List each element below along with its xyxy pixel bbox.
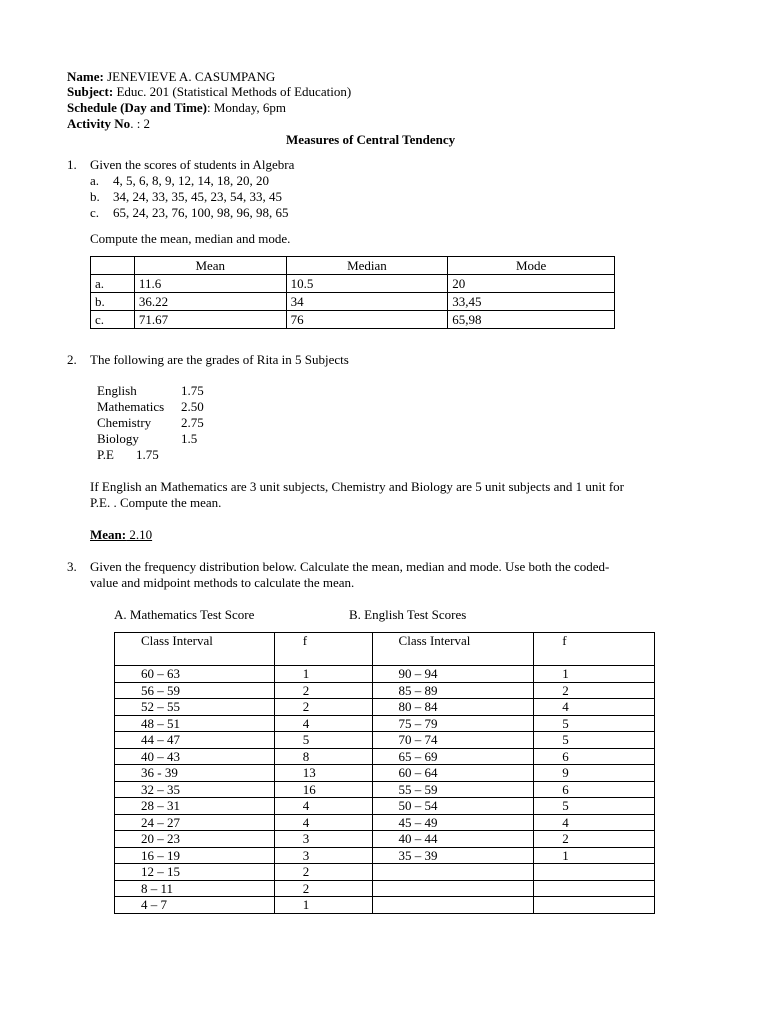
table-cell: 65 – 69 bbox=[372, 748, 534, 765]
table-cell: 2 bbox=[274, 880, 372, 897]
header-class-interval-b: Class Interval bbox=[372, 633, 534, 666]
table-row bbox=[115, 847, 655, 864]
table-row bbox=[115, 880, 655, 897]
table-row bbox=[115, 897, 655, 914]
table-cell: 32 – 35 bbox=[115, 781, 275, 798]
table-cell: 4 bbox=[274, 814, 372, 831]
table-cell: 40 – 44 bbox=[372, 831, 534, 848]
grade-value: 2.75 bbox=[181, 415, 204, 430]
table-cell: 20 – 23 bbox=[115, 831, 275, 848]
q1-item-a-letter: a. bbox=[90, 173, 100, 188]
mean-label: Mean: bbox=[90, 527, 127, 542]
q2-number: 2. bbox=[67, 352, 77, 367]
schedule-label: Schedule (Day and Time) bbox=[67, 100, 208, 115]
table-cell: 3 bbox=[274, 847, 372, 864]
table-cell bbox=[91, 257, 135, 275]
grade-subject: Biology bbox=[97, 431, 139, 446]
table-cell: 3 bbox=[274, 831, 372, 848]
table-cell: 4 – 7 bbox=[115, 897, 275, 914]
table-cell: 5 bbox=[534, 798, 655, 815]
table-cell: a. bbox=[91, 275, 135, 293]
table-cell: 8 bbox=[274, 748, 372, 765]
table-row bbox=[115, 732, 655, 749]
table-cell: 2 bbox=[534, 831, 655, 848]
grade-value: 1.75 bbox=[136, 447, 159, 462]
table-row bbox=[91, 293, 615, 311]
grade-value: 1.75 bbox=[181, 383, 204, 398]
table-cell: 28 – 31 bbox=[115, 798, 275, 815]
table-cell: 33,45 bbox=[448, 293, 615, 311]
table-cell: 5 bbox=[534, 715, 655, 732]
subject-value: Educ. 201 (Statistical Methods of Education) bbox=[113, 84, 352, 99]
table-cell: 65,98 bbox=[448, 311, 615, 329]
table-cell: 56 – 59 bbox=[115, 682, 275, 699]
table-header-mean: Mean bbox=[134, 257, 286, 275]
q3-text-line1: Given the frequency distribution below. Calculate the mean, median and mode. Use both the coded- bbox=[90, 559, 610, 574]
grade-subject: English bbox=[97, 383, 137, 398]
table-cell: 85 – 89 bbox=[372, 682, 534, 699]
table-cell: 4 bbox=[534, 699, 655, 716]
table-row bbox=[91, 275, 615, 293]
table-cell: 35 – 39 bbox=[372, 847, 534, 864]
table-cell: 1 bbox=[274, 666, 372, 683]
table-row bbox=[115, 781, 655, 798]
header-class-interval-a: Class Interval bbox=[115, 633, 275, 666]
table-cell: 16 – 19 bbox=[115, 847, 275, 864]
q1-item-b-text: 34, 24, 33, 35, 45, 23, 54, 33, 45 bbox=[113, 189, 282, 204]
activity-value: . : 2 bbox=[130, 116, 151, 131]
frequency-distribution-table bbox=[114, 632, 655, 914]
table-row bbox=[115, 831, 655, 848]
name-value: JENEVIEVE A. CASUMPANG bbox=[103, 69, 276, 84]
q1-item-c-text: 65, 24, 23, 76, 100, 98, 96, 98, 65 bbox=[113, 205, 289, 220]
table-cell: 4 bbox=[274, 798, 372, 815]
schedule-line bbox=[67, 100, 286, 116]
q1-instruction: Compute the mean, median and mode. bbox=[90, 231, 291, 246]
table-row bbox=[115, 666, 655, 683]
table-cell: 11.6 bbox=[134, 275, 286, 293]
grade-subject: P.E bbox=[97, 447, 114, 462]
table-cell: 2 bbox=[274, 864, 372, 881]
schedule-value: : Monday, 6pm bbox=[207, 100, 286, 115]
table-cell: b. bbox=[91, 293, 135, 311]
table-cell: 10.5 bbox=[286, 275, 448, 293]
label-english-scores: B. English Test Scores bbox=[349, 607, 467, 622]
table-row bbox=[115, 864, 655, 881]
grade-subject: Mathematics bbox=[97, 399, 165, 414]
subject-label: Subject: bbox=[67, 84, 114, 99]
central-tendency-table bbox=[90, 256, 615, 329]
table-cell bbox=[534, 897, 655, 914]
table-row bbox=[115, 765, 655, 782]
q2-mean-answer bbox=[90, 527, 152, 543]
table-cell: 70 – 74 bbox=[372, 732, 534, 749]
table-cell: 5 bbox=[274, 732, 372, 749]
q3-text-line2: value and midpoint methods to calculate the mean. bbox=[90, 575, 355, 590]
table-cell: 44 – 47 bbox=[115, 732, 275, 749]
table-header-row bbox=[91, 257, 615, 275]
table-row bbox=[91, 311, 615, 329]
table-cell: 90 – 94 bbox=[372, 666, 534, 683]
table-cell: 4 bbox=[274, 715, 372, 732]
q1-text: Given the scores of students in Algebra bbox=[90, 157, 295, 172]
table-cell: 12 – 15 bbox=[115, 864, 275, 881]
table-cell: 6 bbox=[534, 781, 655, 798]
activity-line bbox=[67, 116, 150, 132]
table-row bbox=[115, 798, 655, 815]
table-cell bbox=[372, 864, 534, 881]
table-header-row bbox=[115, 633, 655, 666]
q2-instruction-line2: P.E. . Compute the mean. bbox=[90, 495, 222, 510]
table-cell: 2 bbox=[534, 682, 655, 699]
grade-value: 1.5 bbox=[181, 431, 198, 446]
table-row bbox=[115, 814, 655, 831]
table-cell: 2 bbox=[274, 699, 372, 716]
table-cell: 24 – 27 bbox=[115, 814, 275, 831]
q1-item-c-letter: c. bbox=[90, 205, 100, 220]
q1-item-a-text: 4, 5, 6, 8, 9, 12, 14, 18, 20, 20 bbox=[113, 173, 269, 188]
table-cell: 8 – 11 bbox=[115, 880, 275, 897]
table-header-median: Median bbox=[286, 257, 448, 275]
table-cell: 9 bbox=[534, 765, 655, 782]
name-line bbox=[67, 69, 275, 85]
table-cell: 1 bbox=[274, 897, 372, 914]
table-cell: 1 bbox=[534, 847, 655, 864]
name-label: Name: bbox=[67, 69, 104, 84]
table-cell: 20 bbox=[448, 275, 615, 293]
table-cell bbox=[372, 897, 534, 914]
table-cell: 71.67 bbox=[134, 311, 286, 329]
q1-number: 1. bbox=[67, 157, 77, 172]
table-header-mode: Mode bbox=[448, 257, 615, 275]
header-frequency-a: f bbox=[274, 633, 372, 666]
table-cell: 36 - 39 bbox=[115, 765, 275, 782]
table-cell bbox=[534, 864, 655, 881]
table-cell: 52 – 55 bbox=[115, 699, 275, 716]
table-cell: 4 bbox=[534, 814, 655, 831]
table-cell: 6 bbox=[534, 748, 655, 765]
label-math-scores: A. Mathematics Test Score bbox=[114, 607, 255, 622]
activity-label: Activity No bbox=[67, 116, 131, 131]
table-cell: 60 – 64 bbox=[372, 765, 534, 782]
table-row bbox=[115, 682, 655, 699]
table-cell: 50 – 54 bbox=[372, 798, 534, 815]
table-cell: 16 bbox=[274, 781, 372, 798]
q3-number: 3. bbox=[67, 559, 77, 574]
table-cell: 1 bbox=[534, 666, 655, 683]
table-cell: 76 bbox=[286, 311, 448, 329]
table-cell: 36.22 bbox=[134, 293, 286, 311]
table-cell: 75 – 79 bbox=[372, 715, 534, 732]
table-cell: 55 – 59 bbox=[372, 781, 534, 798]
table-cell: 80 – 84 bbox=[372, 699, 534, 716]
table-row bbox=[115, 699, 655, 716]
table-cell: c. bbox=[91, 311, 135, 329]
grade-value: 2.50 bbox=[181, 399, 204, 414]
table-row bbox=[115, 748, 655, 765]
table-cell: 13 bbox=[274, 765, 372, 782]
grade-subject: Chemistry bbox=[97, 415, 152, 430]
table-row bbox=[115, 715, 655, 732]
table-cell: 48 – 51 bbox=[115, 715, 275, 732]
mean-value: 2.10 bbox=[126, 527, 153, 542]
table-cell: 60 – 63 bbox=[115, 666, 275, 683]
table-cell: 45 – 49 bbox=[372, 814, 534, 831]
table-cell: 5 bbox=[534, 732, 655, 749]
header-frequency-b: f bbox=[534, 633, 655, 666]
table-cell bbox=[534, 880, 655, 897]
table-cell: 40 – 43 bbox=[115, 748, 275, 765]
q1-item-b-letter: b. bbox=[90, 189, 100, 204]
table-cell bbox=[372, 880, 534, 897]
q2-instruction-line1: If English an Mathematics are 3 unit subjects, Chemistry and Biology are 5 unit subjects and 1 unit for bbox=[90, 479, 624, 494]
subject-line bbox=[67, 84, 351, 100]
table-cell: 2 bbox=[274, 682, 372, 699]
q2-text: The following are the grades of Rita in 5 Subjects bbox=[90, 352, 349, 367]
table-cell: 34 bbox=[286, 293, 448, 311]
page-title: Measures of Central Tendency bbox=[286, 132, 456, 147]
